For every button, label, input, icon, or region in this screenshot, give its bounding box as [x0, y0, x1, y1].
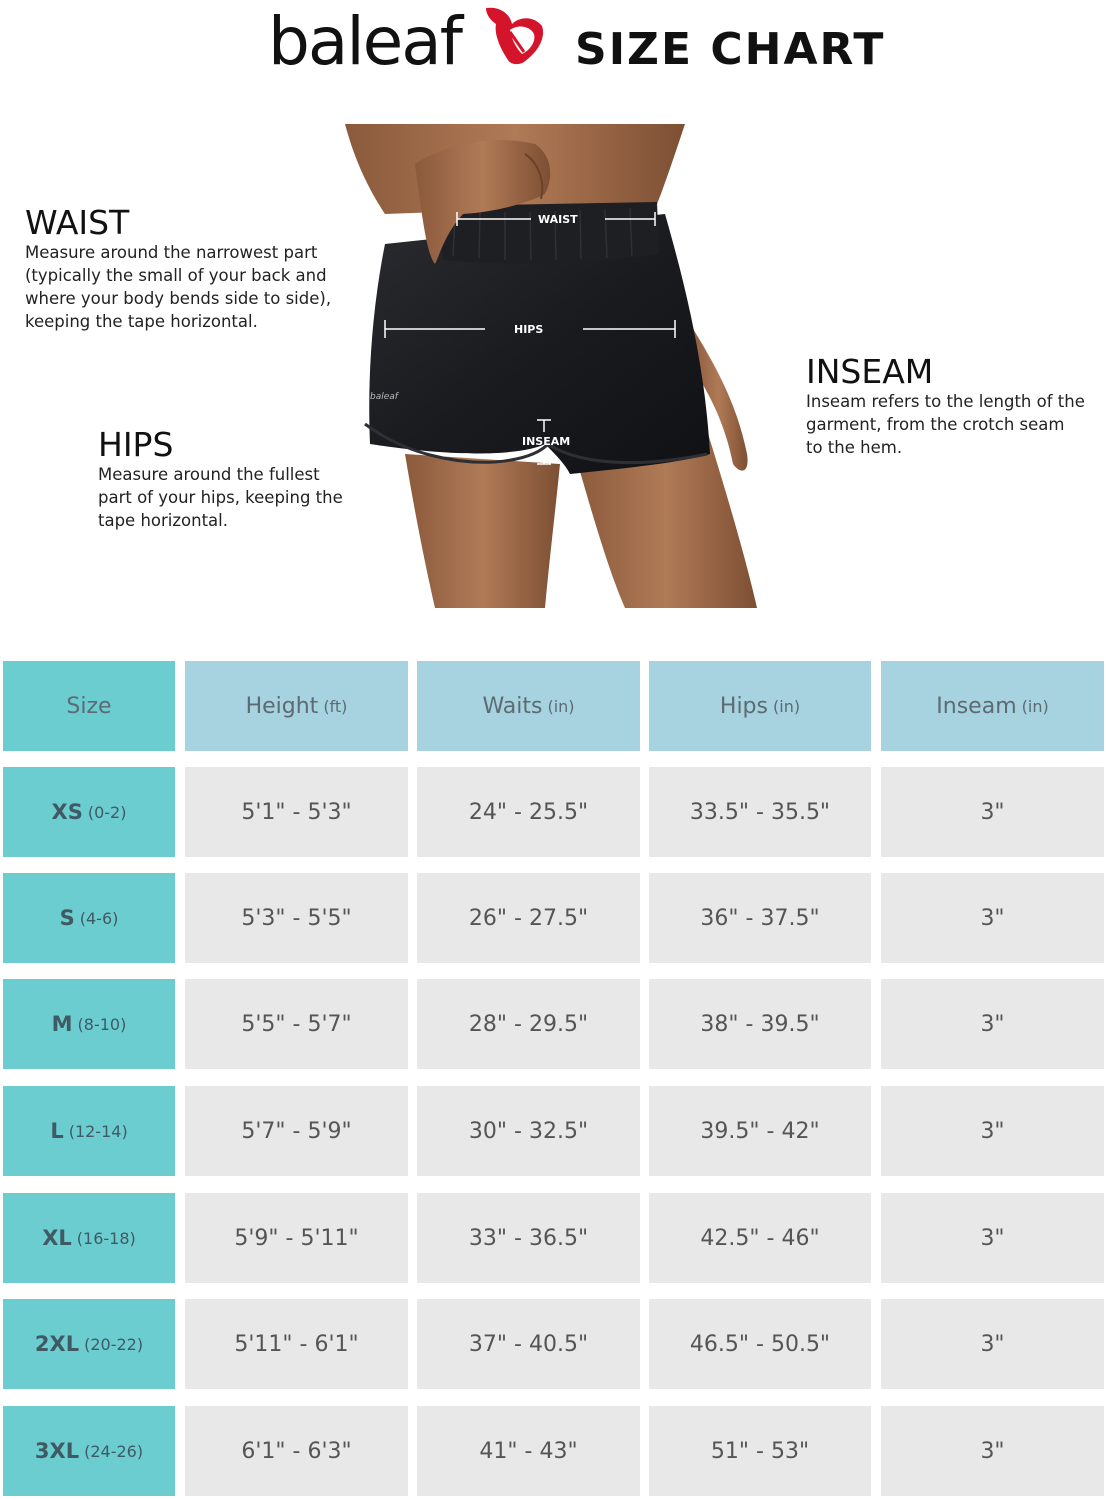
leaf-logo-icon [480, 4, 548, 68]
size-cell: M (8-10) [3, 979, 175, 1069]
waist-cell: 24" - 25.5" [417, 767, 640, 857]
hips-cell: 38" - 39.5" [649, 979, 871, 1069]
table-row [3, 873, 1104, 963]
waist-cell: 28" - 29.5" [417, 979, 640, 1069]
inseam-guide-title: INSEAM [806, 352, 934, 391]
waist-cell: 37" - 40.5" [417, 1299, 640, 1389]
inseam-cell: 3" [881, 1193, 1104, 1283]
inseam-cell: 3" [881, 1299, 1104, 1389]
height-cell: 5'3" - 5'5" [185, 873, 408, 963]
size-cell: 2XL (20-22) [3, 1299, 175, 1389]
height-cell: 5'7" - 5'9" [185, 1086, 408, 1176]
inseam-cell: 3" [881, 979, 1104, 1069]
waist-cell: 41" - 43" [417, 1406, 640, 1496]
table-header-row [3, 661, 1104, 751]
header-hips: Hips (in) [649, 661, 871, 751]
inseam-cell: 3" [881, 1086, 1104, 1176]
page-title: SIZE CHART [575, 24, 886, 75]
waist-cell: 33" - 36.5" [417, 1193, 640, 1283]
size-cell: L (12-14) [3, 1086, 175, 1176]
table-row [3, 1193, 1104, 1283]
hips-cell: 42.5" - 46" [649, 1193, 871, 1283]
header-height: Height (ft) [185, 661, 408, 751]
inseam-label: INSEAM [522, 435, 571, 448]
waist-guide-title: WAIST [25, 203, 130, 242]
waist-guide [25, 205, 345, 333]
header-inseam: Inseam (in) [881, 661, 1104, 751]
header-size: Size [3, 661, 175, 751]
size-cell: XL (16-18) [3, 1193, 175, 1283]
inseam-guide-text: Inseam refers to the length of the garment, from the crotch seam to the hem. [806, 392, 1085, 457]
hips-guide-text: Measure around the fullest part of your hips, keeping the tape horizontal. [98, 465, 343, 530]
hips-cell: 46.5" - 50.5" [649, 1299, 871, 1389]
product-photo [345, 124, 757, 608]
height-cell: 5'11" - 6'1" [185, 1299, 408, 1389]
hips-cell: 39.5" - 42" [649, 1086, 871, 1176]
hips-cell: 51" - 53" [649, 1406, 871, 1496]
waist-guide-text: Measure around the narrowest part (typically the small of your back and where your body bends side to side), keeping the tape horizontal. [25, 243, 332, 331]
waist-label: WAIST [538, 213, 578, 226]
height-cell: 5'9" - 5'11" [185, 1193, 408, 1283]
table-row [3, 1299, 1104, 1389]
table-row [3, 1086, 1104, 1176]
table-row [3, 767, 1104, 857]
table-row [3, 979, 1104, 1069]
hips-guide [98, 427, 358, 532]
brand-logo-text: baleaf [268, 3, 461, 80]
height-cell: 6'1" - 6'3" [185, 1406, 408, 1496]
hips-cell: 33.5" - 35.5" [649, 767, 871, 857]
table-row [3, 1406, 1104, 1496]
inseam-cell: 3" [881, 873, 1104, 963]
hips-guide-title: HIPS [98, 425, 174, 464]
inseam-cell: 3" [881, 767, 1104, 857]
waist-cell: 30" - 32.5" [417, 1086, 640, 1176]
height-cell: 5'1" - 5'3" [185, 767, 408, 857]
waist-cell: 26" - 27.5" [417, 873, 640, 963]
inseam-guide [806, 354, 1086, 459]
hips-cell: 36" - 37.5" [649, 873, 871, 963]
height-cell: 5'5" - 5'7" [185, 979, 408, 1069]
header-waist: Waits (in) [417, 661, 640, 751]
shorts-brand-label: baleaf [370, 392, 398, 402]
size-cell: 3XL (24-26) [3, 1406, 175, 1496]
inseam-cell: 3" [881, 1406, 1104, 1496]
size-cell: XS (0-2) [3, 767, 175, 857]
size-cell: S (4-6) [3, 873, 175, 963]
hips-label: HIPS [514, 323, 544, 336]
